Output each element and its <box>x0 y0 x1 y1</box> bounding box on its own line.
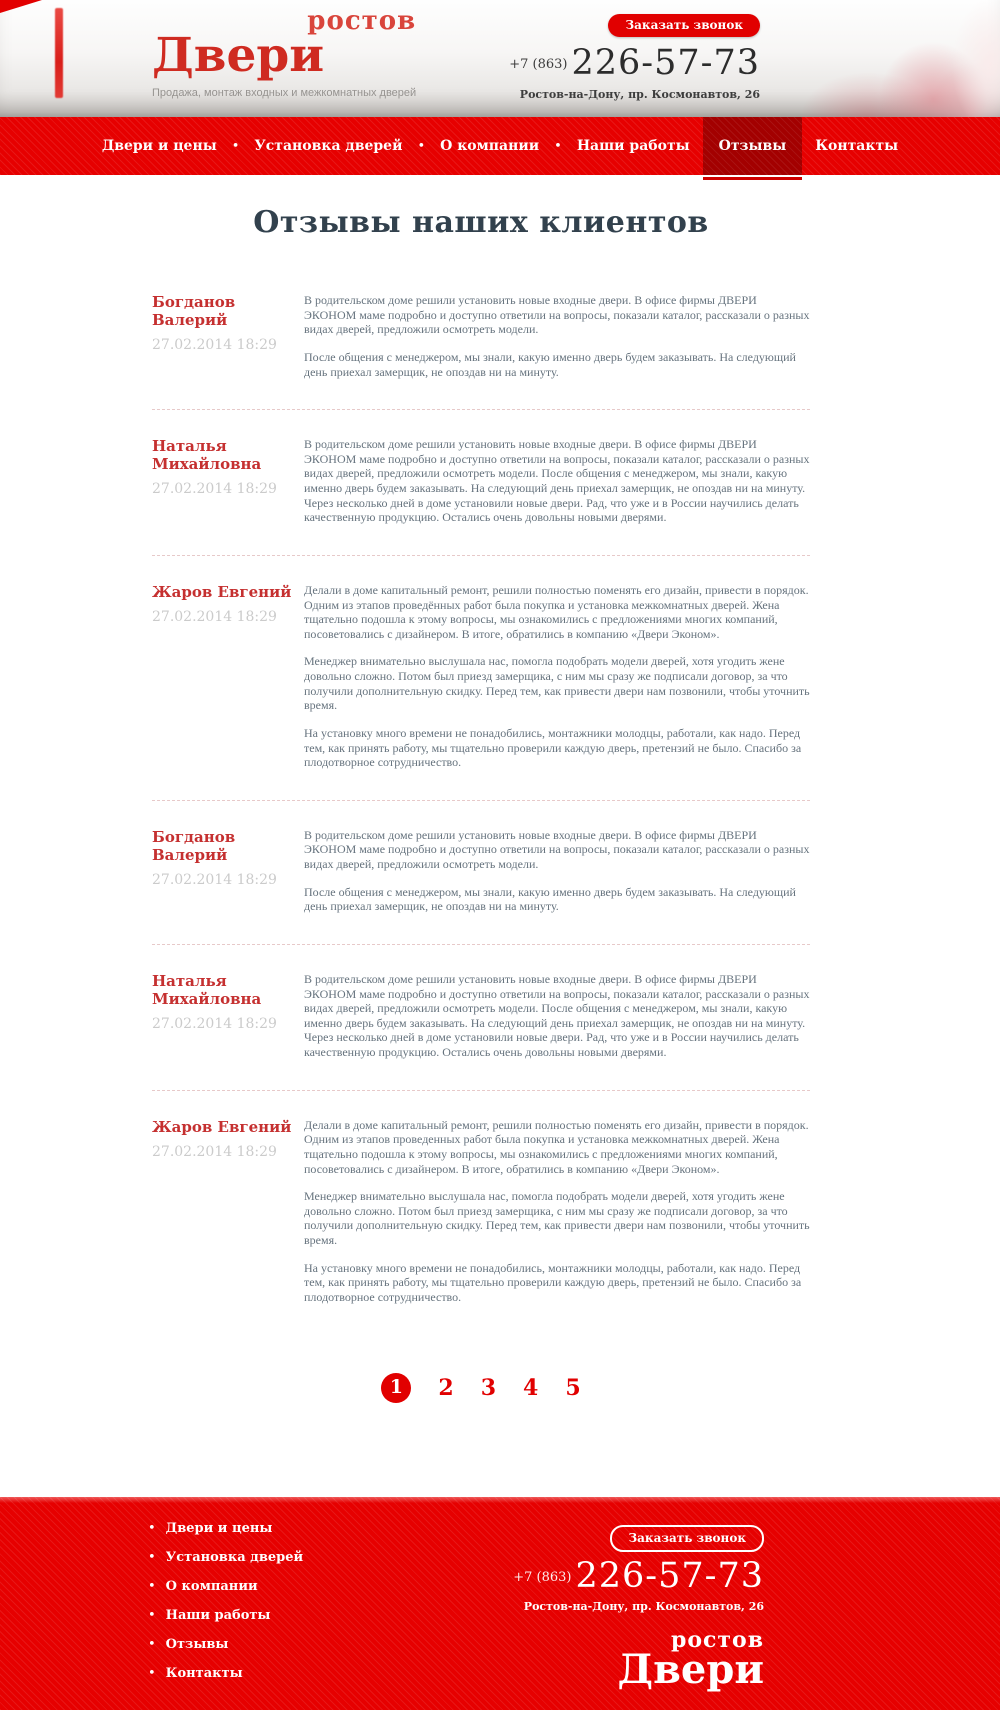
review-paragraph: Делали в доме капитальный ремонт, решили полностью поменять его дизайн, привести в порядок. Одним из этапов проведенных работ была покупка и установка межкомнатных дверей. Жена тщательно подошла к этому вопросы, мы ознакомились с предложениями многих компаний, посоветовались с дизайнером. В итоге, обратились в компанию «Двери Эконом». <box>304 1117 809 1176</box>
review-item <box>152 266 810 410</box>
nav-item-our-works[interactable]: Наши работы <box>576 138 690 154</box>
review-paragraph: В родительском доме решили установить новые входные двери. В офисе фирмы ДВЕРИ ЭКОНОМ маме подробно и доступно ответили на вопросы, показали каталог, рассказали о разных видах дверей, предложили осмотреть модели. <box>304 827 810 871</box>
nav-item-doors-prices[interactable]: Двери и цены <box>101 138 217 154</box>
footer-menu <box>148 1521 303 1695</box>
footer-address-text: Ростов-на-Дону, пр. Космонавтов, 26 <box>523 1600 764 1613</box>
review-paragraph: Менеджер внимательно выслушала нас, помогла подобрать модели дверей, хотя угодить жене довольно сложно. Потом был приезд замерщика, с ним мы сразу же подписали договор, за что получили дополнительную скидку. Перед тем, как привести двери нам позвонили, чтобы уточнить время. <box>304 654 810 713</box>
nav-separator-icon: • <box>231 138 240 154</box>
main-content <box>0 175 1000 1497</box>
footer-item-about[interactable]: О компании <box>165 1579 258 1594</box>
review-item <box>152 556 810 801</box>
site-header <box>0 0 1000 117</box>
address-text: Ростов-на-Дону, пр. Космонавтов, 26 <box>519 88 760 101</box>
review-paragraph: После общения с менеджером, мы знали, какую именно дверь будем заказывать. На следующий день приехал замерщик, не опоздав ни на минуту. <box>304 349 796 379</box>
reviewer-name: Богданов Валерий <box>152 827 236 864</box>
bullet-icon: • <box>148 1608 156 1623</box>
page-title: Отзывы наших клиентов <box>253 205 709 240</box>
ribbon-decor <box>55 8 63 98</box>
nav-item-about[interactable]: О компании <box>440 138 540 154</box>
pagination <box>152 1373 810 1403</box>
pagination-page-3[interactable]: 3 <box>480 1374 496 1401</box>
footer-item-doors-prices[interactable]: Двери и цены <box>165 1521 273 1536</box>
pagination-page-4[interactable]: 4 <box>523 1374 539 1401</box>
review-paragraph: В родительском доме решили установить новые входные двери. В офисе фирмы ДВЕРИ ЭКОНОМ маме подробно и доступно ответили на вопросы, показали каталог, рассказали о разных видах дверей, предложили осмотреть модели. После общения с менеджером, мы знали, какую именно дверь будем заказывать. На следующий день приехал замерщик, не опоздав ни на минуту. Через несколько дней в доме установили новые двери. Рад, что уже и в России научились делать качественную продукцию. Остались очень довольны новыми дверями. <box>304 971 810 1059</box>
call-request-button[interactable]: Заказать звонок <box>608 14 760 37</box>
phone-prefix: +7 (863) <box>509 57 568 72</box>
footer-item-installation[interactable]: Установка дверей <box>165 1550 304 1565</box>
review-date: 27.02.2014 18:29 <box>152 608 277 625</box>
reviewer-name: Наталья Михайловна <box>152 971 262 1008</box>
reviewer-name: Жаров Евгений <box>152 582 292 601</box>
nav-separator-icon: • <box>417 138 426 154</box>
footer-call-request-button[interactable]: Заказать звонок <box>610 1525 764 1552</box>
review-paragraph: В родительском доме решили установить новые входные двери. В офисе фирмы ДВЕРИ ЭКОНОМ маме подробно и доступно ответили на вопросы, показали каталог, рассказали о разных видах дверей, предложили осмотреть модели. После общения с менеджером, мы знали, какую именно дверь будем заказывать. На следующий день приехал замерщик, не опоздав ни на минуту. Через несколько дней в доме установили новые двери. Рад, что уже и в России научились делать качественную продукцию. Остались очень довольны новыми дверями. <box>304 437 810 525</box>
logo-tagline: Продажа, монтаж входных и межкомнатных дверей <box>152 87 417 100</box>
reviewer-name: Жаров Евгений <box>152 1117 292 1136</box>
footer-phone-block <box>513 1556 764 1596</box>
review-date: 27.02.2014 18:29 <box>152 1015 277 1032</box>
bullet-icon: • <box>148 1666 156 1681</box>
bullet-icon: • <box>148 1637 156 1652</box>
footer-logo-top-text: ростов <box>670 1627 764 1653</box>
logo-main-text: Двери <box>152 28 325 83</box>
review-paragraph: В родительском доме решили установить новые входные двери. В офисе фирмы ДВЕРИ ЭКОНОМ маме подробно и доступно ответили на вопросы, показали каталог, рассказали о разных видах дверей, предложили осмотреть модели. <box>304 293 810 337</box>
nav-item-contacts[interactable]: Контакты <box>815 138 899 154</box>
bullet-icon: • <box>148 1521 156 1536</box>
footer-logo[interactable] <box>513 1627 764 1693</box>
review-date: 27.02.2014 18:29 <box>152 481 277 498</box>
reviewer-name: Наталья Михайловна <box>152 437 262 474</box>
footer-item-contacts[interactable]: Контакты <box>165 1666 243 1681</box>
nav-separator-icon: • <box>554 138 562 154</box>
nav-item-reviews-active[interactable]: Отзывы <box>703 117 803 175</box>
review-date: 27.02.2014 18:29 <box>152 337 277 353</box>
reviewer-name: Богданов Валерий <box>152 293 236 329</box>
pagination-page-1-active[interactable]: 1 <box>381 1373 411 1403</box>
review-paragraph: Менеджер внимательно выслушала нас, помогла подобрать модели дверей, хотя угодить жене довольно сложно. Потом был приезд замерщика, с ним мы сразу же подписали договор, за что получили дополнительную скидку. Перед тем, как привести двери нам позвонили, чтобы уточнить время. <box>304 1189 810 1247</box>
review-item <box>152 410 810 556</box>
main-nav <box>0 117 1000 175</box>
header-photo-decor <box>760 0 1000 117</box>
footer-phone-number: 226-57-73 <box>575 1556 764 1596</box>
footer-logo-main-text: Двери <box>617 1646 764 1693</box>
footer-contacts <box>513 1519 764 1695</box>
logo-top-text: ростов <box>307 6 417 36</box>
footer-item-our-works[interactable]: Наши работы <box>165 1608 271 1623</box>
pagination-page-5[interactable]: 5 <box>565 1374 581 1401</box>
phone-block <box>509 43 760 83</box>
bullet-icon: • <box>148 1579 156 1594</box>
review-item <box>152 1091 810 1335</box>
nav-item-installation[interactable]: Установка дверей <box>254 138 403 154</box>
footer-phone-prefix: +7 (863) <box>513 1570 572 1585</box>
review-item <box>152 801 810 945</box>
logo[interactable] <box>152 8 416 101</box>
phone-number: 226-57-73 <box>571 43 760 83</box>
footer-item-reviews[interactable]: Отзывы <box>165 1637 229 1652</box>
review-paragraph: На установку много времени не понадобились, монтажники молодцы, работали, как надо. Перед тем, как принять работу, мы тщательно проверили каждую дверь, претензий не было. Спасибо за плодотворное сотрудничество. <box>304 1260 802 1304</box>
review-date: 27.02.2014 18:29 <box>152 1143 277 1160</box>
review-date: 27.02.2014 18:29 <box>152 871 277 888</box>
bottom-strip <box>0 1710 1000 1722</box>
bullet-icon: • <box>148 1550 156 1565</box>
site-footer <box>0 1497 1000 1710</box>
review-paragraph: После общения с менеджером, мы знали, какую именно дверь будем заказывать. На следующий день приехал замерщик, не опоздав ни на минуту. <box>304 884 796 914</box>
pagination-page-2[interactable]: 2 <box>438 1374 454 1401</box>
corner-decor <box>0 0 42 13</box>
review-paragraph: Делали в доме капитальный ремонт, решили полностью поменять его дизайн, привести в порядок. Одним из этапов проведённых работ была покупка и установка межкомнатных дверей. Жена тщательно подошла к этому вопросы, мы ознакомились с предложениями многих компаний, посоветовались с дизайнером. В итоге, обратились в компанию «Двери Эконом». <box>304 582 809 641</box>
reviews-list <box>152 266 810 1335</box>
header-contacts <box>509 8 760 101</box>
review-paragraph: На установку много времени не понадобились, монтажники молодцы, работали, как надо. Перед тем, как принять работу, мы тщательно проверили каждую дверь, претензий не было. Спасибо за плодотворное сотрудничество. <box>304 725 802 770</box>
review-item <box>152 945 810 1091</box>
